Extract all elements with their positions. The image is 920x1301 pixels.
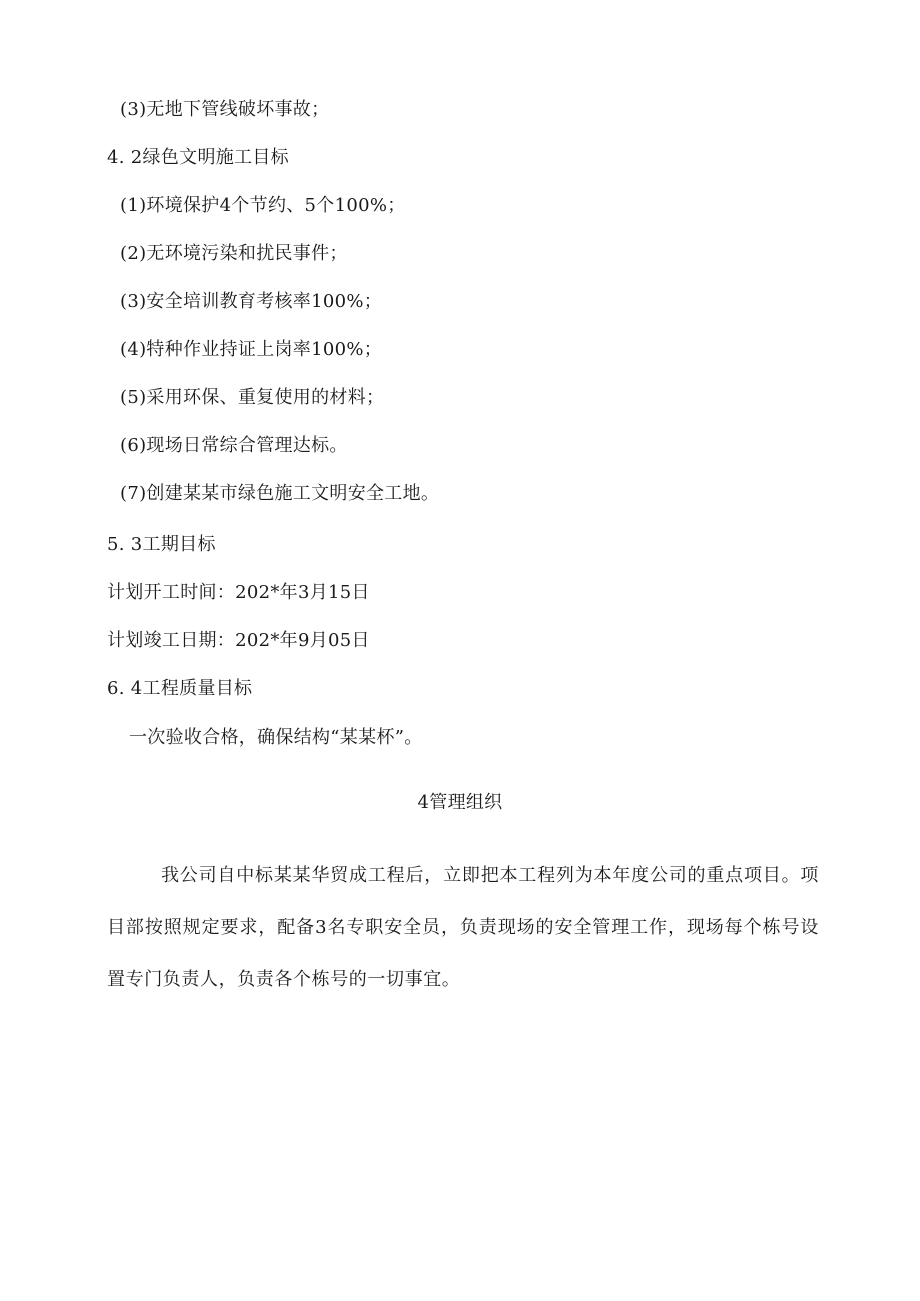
planned-completion-date: 计划竣工日期：202*年9月05日 xyxy=(107,630,370,651)
management-organization-paragraph: 我公司自中标某某华贸成工程后，立即把本工程列为本年度公司的重点项目。项目部按照规定要求，配备3名专职安全员，负责现场的安全管理工作，现场每个栋号设置专门负责人，负责各个栋号的一切事宜。 xyxy=(107,865,819,990)
list-item-no-pipeline-damage: (3)无地下管线破坏事故； xyxy=(120,99,330,120)
list-item-eco-materials: (5)采用环保、重复使用的材料； xyxy=(120,387,385,408)
section-title: 4管理组织 xyxy=(417,792,503,813)
list-item-site-management: (6)现场日常综合管理达标。 xyxy=(120,435,348,456)
list-item-civilized-site: (7)创建某某市绿色施工文明安全工地。 xyxy=(120,483,440,504)
quality-goal-text: 一次验收合格，确保结构“某某杯”。 xyxy=(129,727,423,748)
list-item-safety-training: (3)安全培训教育考核率100%； xyxy=(120,291,383,312)
list-item-environmental-protection: (1)环境保护4个节约、5个100%； xyxy=(120,195,406,216)
heading-schedule-goals: 5. 3工期目标 xyxy=(107,534,216,555)
planned-start-date: 计划开工时间：202*年3月15日 xyxy=(107,582,370,603)
heading-green-construction-goals: 4. 2绿色文明施工目标 xyxy=(107,147,289,168)
list-item-no-pollution: (2)无环境污染和扰民事件； xyxy=(120,243,348,264)
heading-quality-goals: 6. 4工程质量目标 xyxy=(107,678,253,699)
list-item-special-operations: (4)特种作业持证上岗率100%； xyxy=(120,339,383,360)
